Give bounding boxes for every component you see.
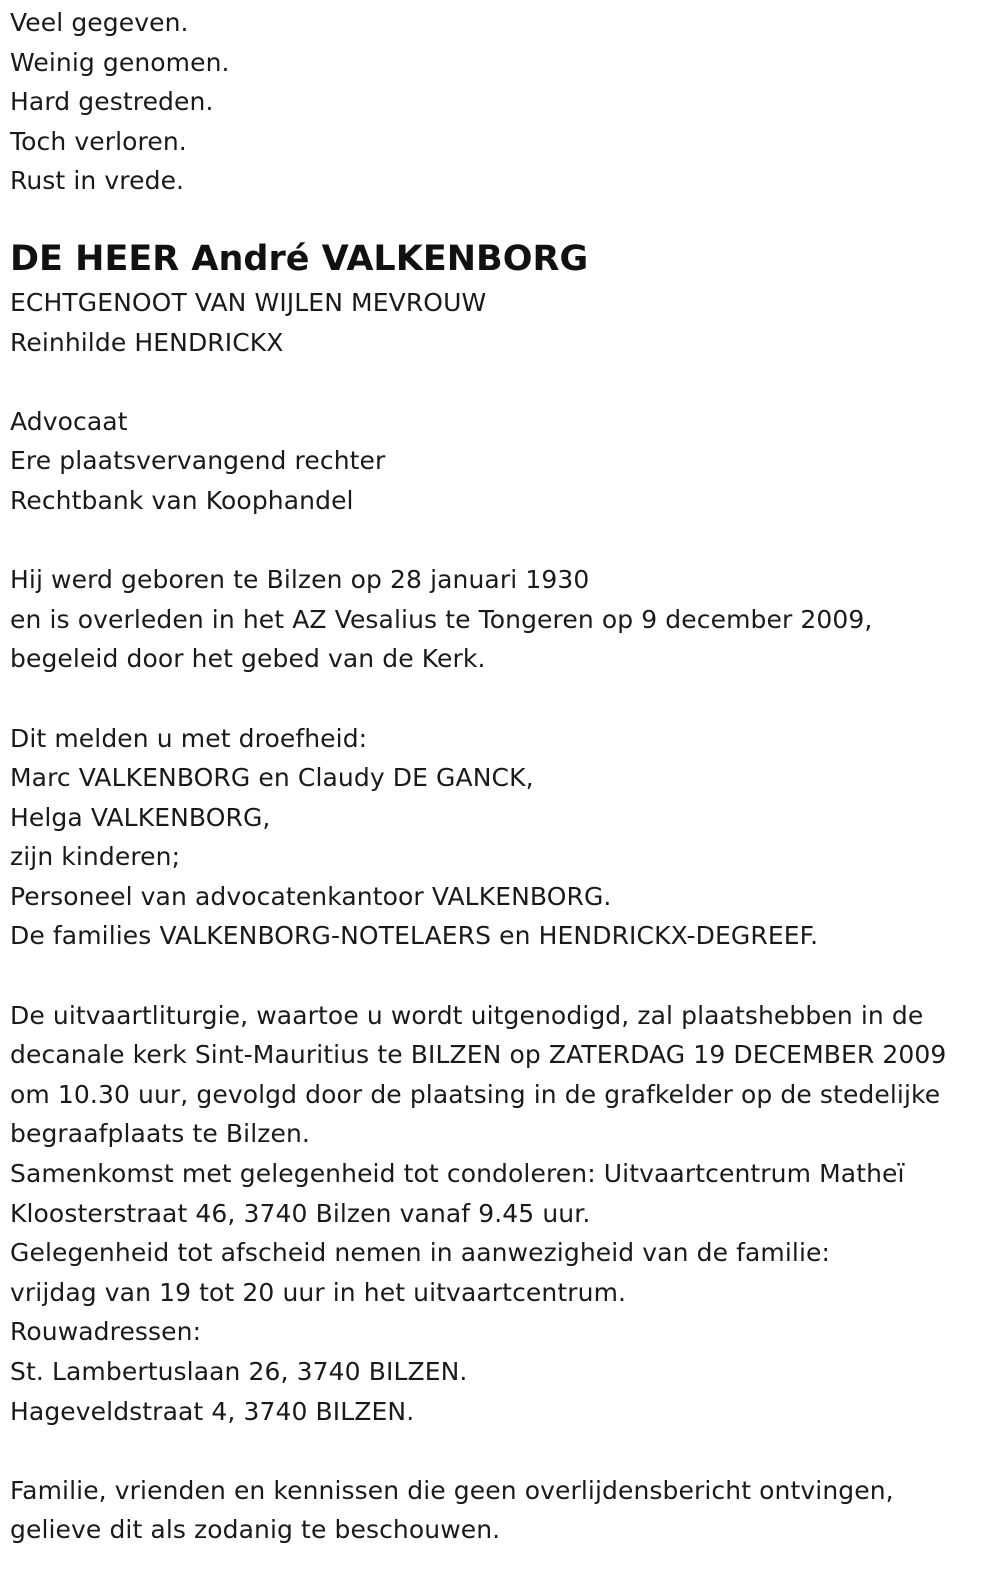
- funeral-line: Samenkomst met gelegenheid tot condoleren: Uitvaartcentrum Matheï: [10, 1159, 905, 1189]
- closing-line: gelieve dit als zodanig te beschouwen.: [10, 1515, 501, 1545]
- funeral-line: Rouwadressen:: [10, 1317, 202, 1347]
- obituary-notice: [10, 0, 990, 1550]
- announcer-line: De families VALKENBORG-NOTELAERS en HENDRICKX-DEGREEF.: [10, 921, 819, 951]
- funeral-line: De uitvaartliturgie, waartoe u wordt uitgenodigd, zal plaatshebben in de: [10, 1000, 924, 1030]
- funeral-block: [10, 996, 990, 1432]
- life-line: Hij werd geboren te Bilzen op 28 januari 1930: [10, 565, 590, 595]
- poem-line: Veel gegeven.: [10, 8, 189, 37]
- spacer: [10, 362, 990, 402]
- life-line: en is overleden in het AZ Vesalius te Tongeren op 9 december 2009,: [10, 604, 873, 634]
- funeral-line: Gelegenheid tot afscheid nemen in aanwezigheid van de familie:: [10, 1238, 831, 1268]
- spacer: [10, 956, 990, 996]
- titles-block: [10, 402, 990, 521]
- life-block: [10, 560, 990, 679]
- announcer-line: Dit melden u met droefheid:: [10, 723, 368, 753]
- spouse-name: Reinhilde HENDRICKX: [10, 327, 284, 357]
- funeral-line: vrijdag van 19 tot 20 uur in het uitvaartcentrum.: [10, 1277, 627, 1307]
- spacer: [10, 1431, 990, 1471]
- funeral-line: om 10.30 uur, gevolgd door de plaatsing in de grafkelder op de stedelijke: [10, 1079, 941, 1109]
- funeral-line: begraafplaats te Bilzen.: [10, 1119, 310, 1149]
- announcers-block: [10, 719, 990, 957]
- announcer-line: Marc VALKENBORG en Claudy DE GANCK,: [10, 763, 534, 793]
- poem: [10, 3, 990, 201]
- poem-line: Hard gestreden.: [10, 87, 214, 117]
- poem-line: Rust in vrede.: [10, 166, 185, 196]
- title-line: Advocaat: [10, 406, 128, 436]
- title-line: Ere plaatsvervangend rechter: [10, 446, 386, 476]
- funeral-line: Kloosterstraat 46, 3740 Bilzen vanaf 9.45 uur.: [10, 1198, 591, 1228]
- announcer-line: Helga VALKENBORG,: [10, 802, 271, 832]
- announcer-line: zijn kinderen;: [10, 842, 181, 872]
- life-line: begeleid door het gebed van de Kerk.: [10, 644, 486, 674]
- funeral-line: Hageveldstraat 4, 3740 BILZEN.: [10, 1396, 415, 1426]
- funeral-line: St. Lambertuslaan 26, 3740 BILZEN.: [10, 1357, 468, 1386]
- deceased-name: DE HEER André VALKENBORG: [10, 238, 589, 279]
- closing-line: Familie, vrienden en kennissen die geen overlijdensbericht ontvingen,: [10, 1475, 894, 1505]
- spacer: [10, 521, 990, 561]
- closing-block: [10, 1471, 990, 1550]
- funeral-line: decanale kerk Sint-Mauritius te BILZEN op ZATERDAG 19 DECEMBER 2009: [10, 1040, 947, 1070]
- title-line: Rechtbank van Koophandel: [10, 485, 354, 515]
- spouse-line: ECHTGENOOT VAN WIJLEN MEVROUW: [10, 287, 487, 317]
- spacer: [10, 679, 990, 719]
- poem-line: Toch verloren.: [10, 126, 187, 156]
- poem-line: Weinig genomen.: [10, 47, 230, 77]
- announcer-line: Personeel van advocatenkantoor VALKENBORG.: [10, 881, 612, 911]
